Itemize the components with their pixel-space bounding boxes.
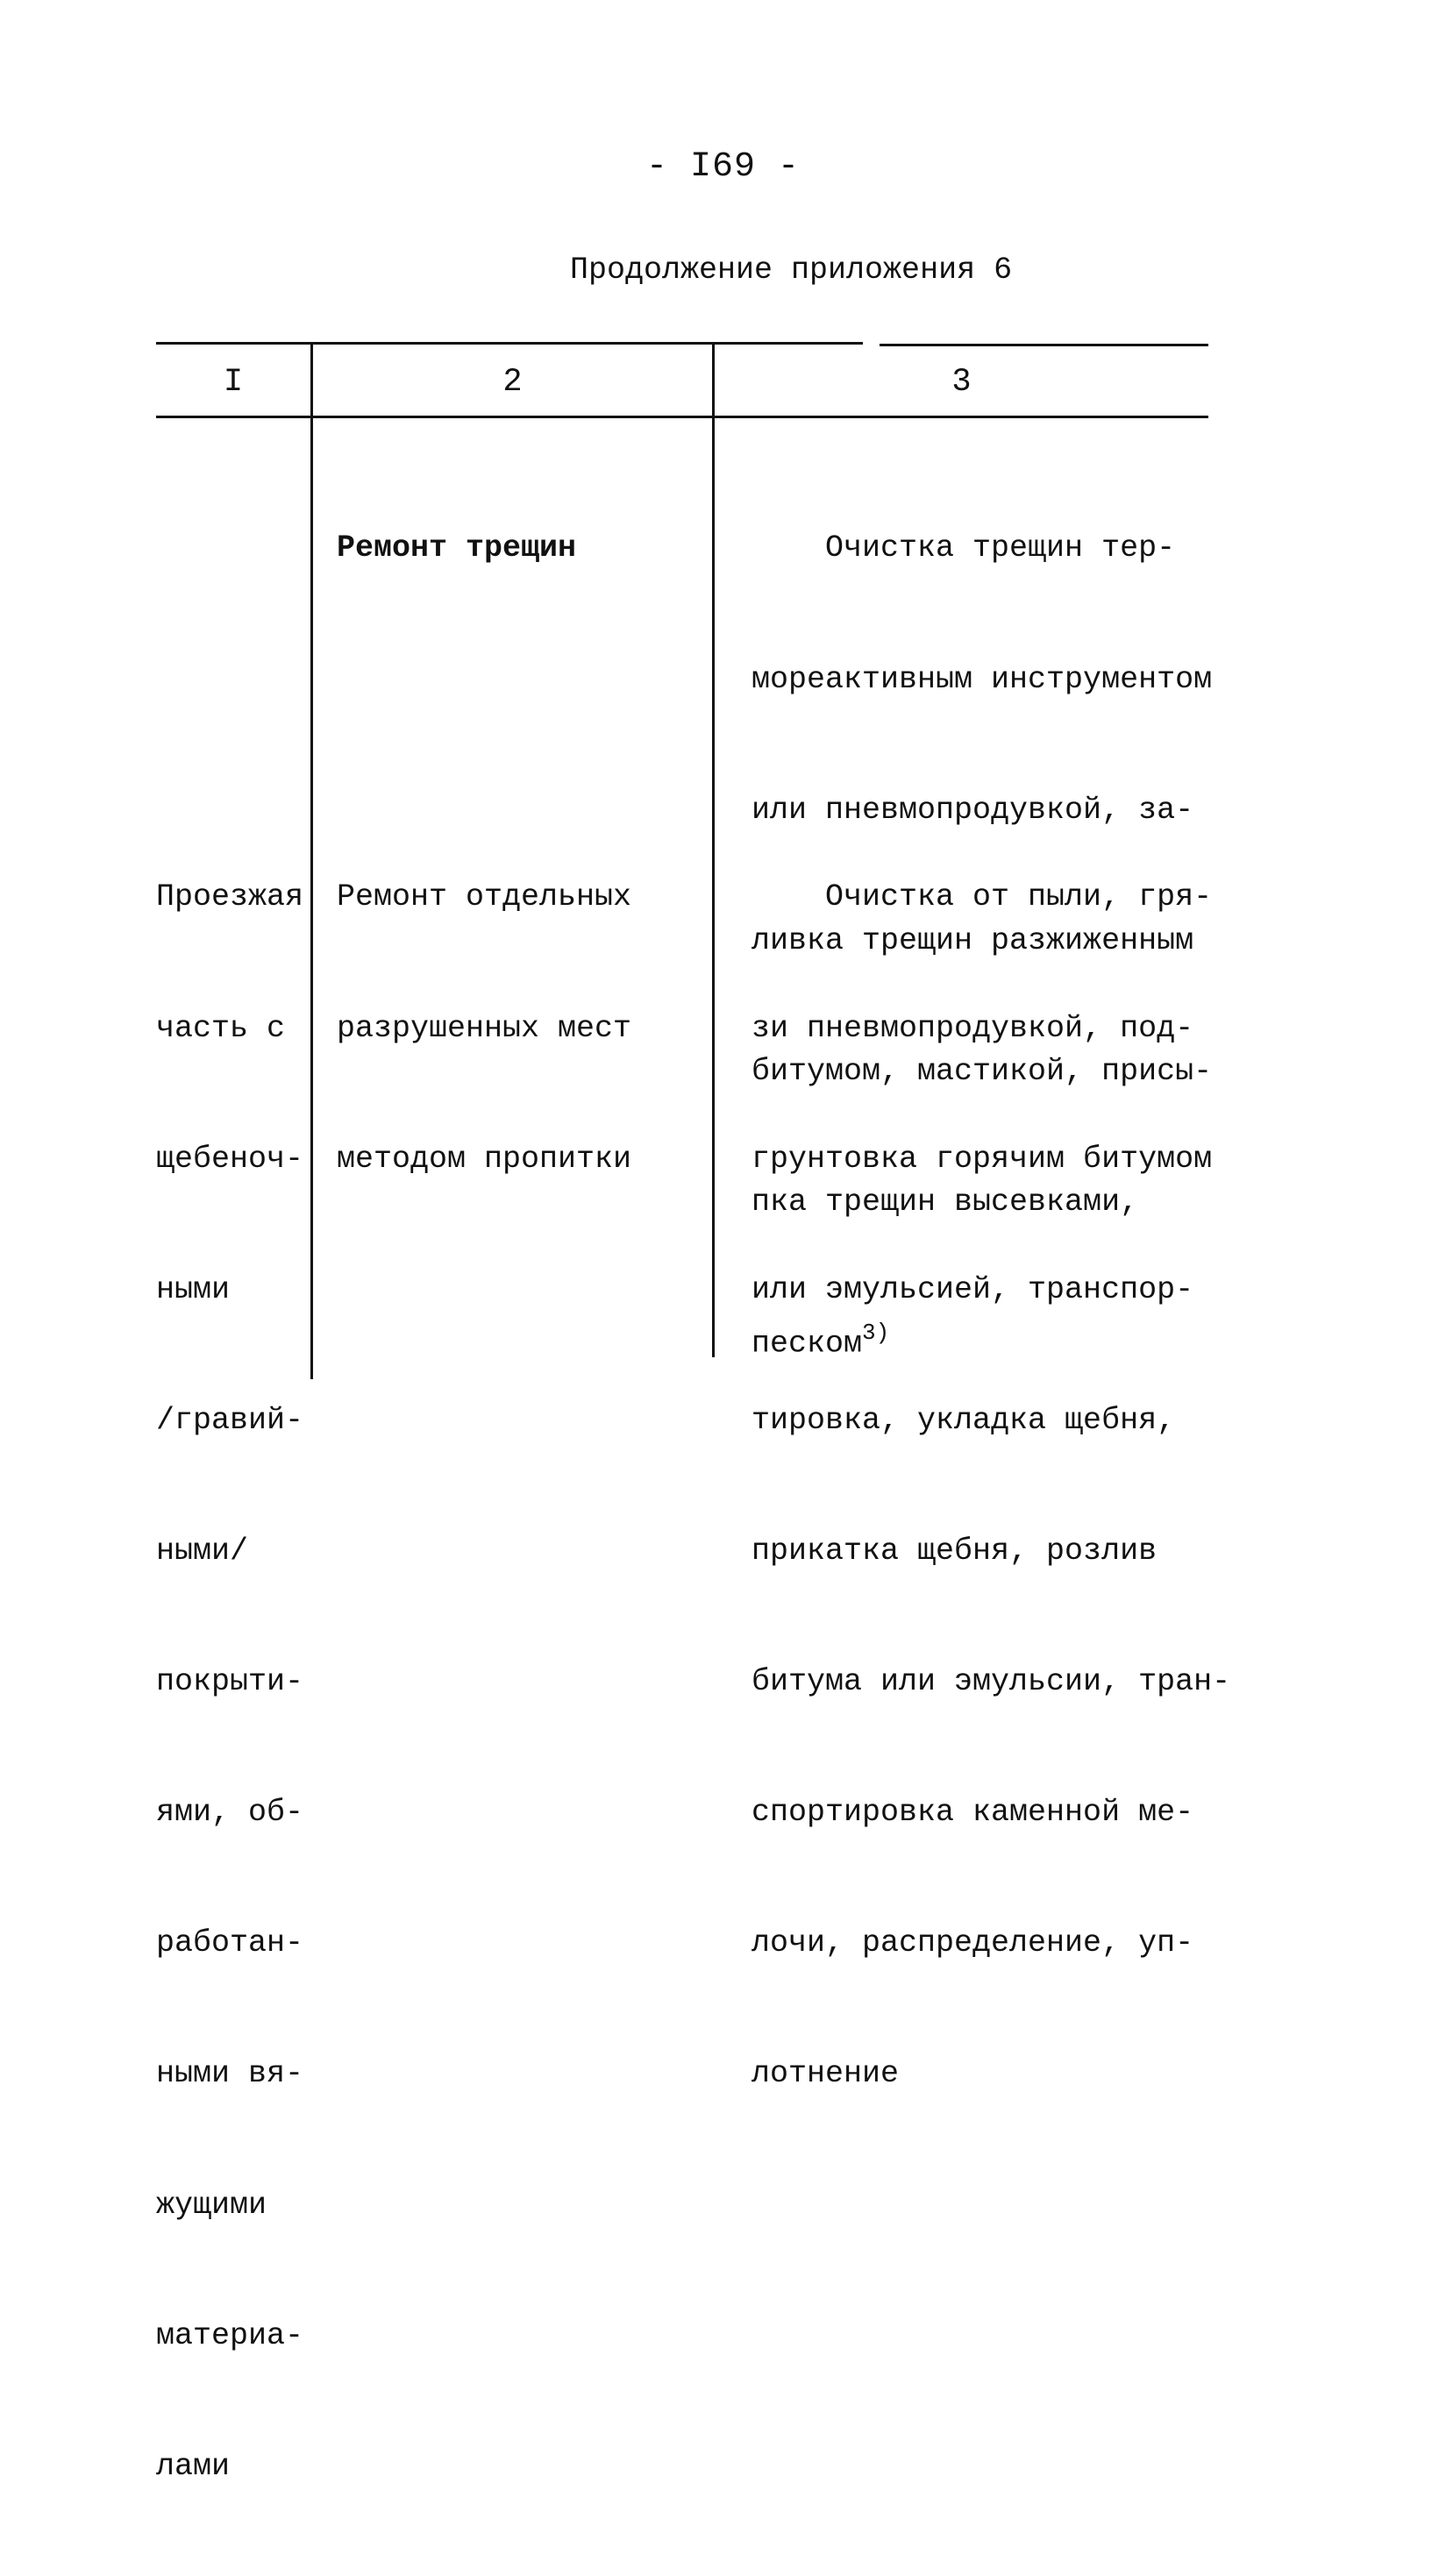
text-line: /гравий- xyxy=(156,1402,304,1438)
text-line: ливка трещин разжиженным xyxy=(751,922,1194,958)
text-line: ями, об- xyxy=(156,1795,304,1831)
text-line: разрушенных мест xyxy=(337,1010,632,1046)
text-line: зи пневмопродувкой, под- xyxy=(751,1010,1194,1046)
row2-col3-text xyxy=(751,789,1230,2184)
text-line: жущими xyxy=(156,2187,267,2223)
text-line: лами xyxy=(156,2448,231,2484)
footnote-marker: 3) xyxy=(862,1320,890,1347)
text-line: тировка, укладка щебня, xyxy=(751,1402,1176,1438)
text-line: грунтовка горячим битумом xyxy=(751,1141,1213,1177)
text-line-content: песком xyxy=(751,1326,863,1362)
column-header-3: 3 xyxy=(951,364,972,401)
text-line: ными/ xyxy=(156,1533,249,1569)
text-line: ными xyxy=(156,1271,231,1307)
text-line: мореактивным инструментом xyxy=(751,661,1213,697)
text-line: ными вя- xyxy=(156,2056,304,2092)
text-line: лотнение xyxy=(751,2056,900,2092)
text-line: спортировка каменной ме- xyxy=(751,1795,1194,1831)
text-line: материа- xyxy=(156,2317,304,2353)
table-header-rule xyxy=(156,416,1208,418)
column-separator-2 xyxy=(712,345,715,1357)
table-top-rule-left xyxy=(156,342,863,345)
text-line: или эмульсией, транспор- xyxy=(751,1271,1194,1307)
page-subtitle: Продолжение приложения 6 xyxy=(570,253,1013,288)
text-line: Ремонт трещин xyxy=(337,530,577,566)
row2-col2-text xyxy=(337,789,631,1269)
text-line: Очистка от пыли, гря- xyxy=(751,879,1213,915)
text-line: щебеноч- xyxy=(156,1141,304,1177)
text-line: покрыти- xyxy=(156,1664,304,1700)
row1-col2-text xyxy=(337,440,576,658)
text-line: битума или эмульсии, тран- xyxy=(751,1664,1231,1700)
table-top-rule-right xyxy=(880,344,1208,346)
text-line: битумом, мастикой, присы- xyxy=(751,1053,1213,1089)
text-line: Ремонт отдельных xyxy=(337,879,632,915)
text-line: Очистка трещин тер- xyxy=(751,530,1176,566)
text-line: пка трещин высевками, xyxy=(751,1184,1139,1220)
text-line: методом пропитки xyxy=(337,1141,632,1177)
column-separator-1 xyxy=(310,345,313,1379)
row2-col1-text xyxy=(156,789,303,2576)
text-line: или пневмопродувкой, за- xyxy=(751,792,1194,828)
text-line: Проезжая xyxy=(156,879,304,915)
column-header-2: 2 xyxy=(502,364,523,401)
text-line: лочи, распределение, уп- xyxy=(751,1925,1194,1961)
text-line: работан- xyxy=(156,1925,304,1961)
text-line: часть с xyxy=(156,1010,286,1046)
text-line: прикатка щебня, розлив xyxy=(751,1533,1158,1569)
page-number: - I69 - xyxy=(645,147,801,187)
column-header-1: I xyxy=(223,364,244,401)
